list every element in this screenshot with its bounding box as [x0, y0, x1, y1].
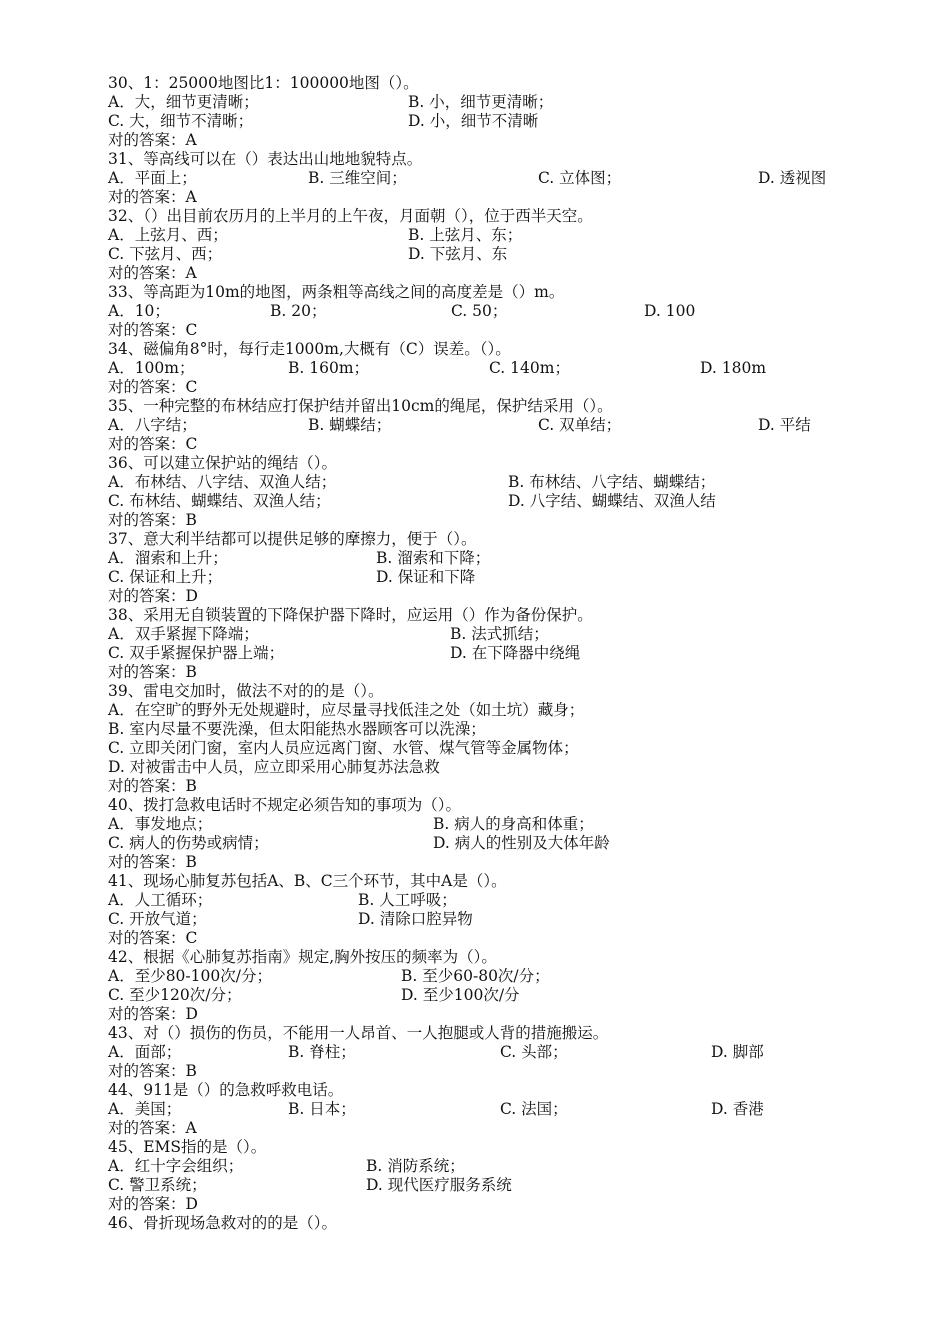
option-item: B. 三维空间；: [308, 169, 407, 187]
answer-text: 对的答案：B: [108, 511, 197, 529]
question-text: 30、1：25000地图比1：100000地图（）。: [108, 74, 419, 92]
option-item: D. 小，细节不清晰: [408, 112, 539, 130]
answer-text: 对的答案：B: [108, 663, 197, 681]
options-row: [108, 416, 868, 435]
option-item: D. 平结: [758, 416, 811, 434]
options-row: [108, 1157, 868, 1176]
question-text: 36、可以建立保护站的绳结（）。: [108, 454, 337, 472]
answer-text: 对的答案：C: [108, 435, 198, 453]
question-text: 40、拨打急救电话时不规定必须告知的事项为（）。: [108, 796, 461, 814]
option-item: B. 脊柱；: [288, 1043, 356, 1061]
option-item: A．10；: [108, 302, 170, 320]
option-item: C. 布林结、蝴蝶结、双渔人结；: [108, 492, 331, 510]
option-item: B. 室内尽量不要洗澡，但太阳能热水器顾客可以洗澡；: [108, 720, 486, 738]
option-item: D. 在下降器中绕绳: [450, 644, 581, 662]
option-item: A．双手紧握下降端；: [108, 625, 259, 643]
option-item: C. 保证和上升；: [108, 568, 223, 586]
option-item: C. 立即关闭门窗，室内人员应远离门窗、水管、煤气管等金属物体；: [108, 739, 579, 757]
options-row: [108, 986, 868, 1005]
option-item: B. 至少60-80次/分；: [401, 967, 550, 985]
answer-text: 对的答案：A: [108, 188, 197, 206]
document-page: [108, 74, 868, 1233]
option-item: B. 布林结、八字结、蝴蝶结；: [508, 473, 716, 491]
options-row: [108, 169, 868, 188]
answer-text: 对的答案：B: [108, 1062, 197, 1080]
options-row: [108, 701, 868, 720]
option-item: A．100m；: [108, 359, 195, 377]
option-item: C. 50；: [451, 302, 508, 320]
question-text: 43、对（）损伤的伤员，不能用一人昂首、一人抱腿或人背的措施搬运。: [108, 1024, 609, 1042]
option-item: A．美国；: [108, 1100, 182, 1118]
option-item: B. 病人的身高和体重；: [433, 815, 594, 833]
options-row: [108, 758, 868, 777]
answer-text: 对的答案：C: [108, 321, 198, 339]
option-item: D. 180m: [700, 359, 767, 377]
options-row: [108, 492, 868, 511]
options-row: [108, 568, 868, 587]
question-text: 45、EMS指的是（）。: [108, 1138, 267, 1156]
question-text: 34、磁偏角8°时，每行走1000m,大概有（C）误差。（）。: [108, 340, 511, 358]
options-row: [108, 910, 868, 929]
answer-text: 对的答案：B: [108, 777, 197, 795]
option-item: A．人工循环；: [108, 891, 213, 909]
option-item: A．事发地点；: [108, 815, 213, 833]
option-item: A．上弦月、西；: [108, 226, 228, 244]
options-row: [108, 245, 868, 264]
option-item: D. 100: [644, 302, 696, 320]
option-item: B. 溜索和下降；: [376, 549, 491, 567]
options-row: [108, 226, 868, 245]
question-text: 38、采用无自锁装置的下降保护器下降时，应运用（）作为备份保护。: [108, 606, 593, 624]
options-row: [108, 549, 868, 568]
option-item: A．在空旷的野外无处规避时，应尽量寻找低洼之处（如土坑）藏身；: [108, 701, 585, 719]
option-item: D. 对被雷击中人员，应立即采用心肺复苏法急救: [108, 758, 440, 776]
options-row: [108, 815, 868, 834]
answer-text: 对的答案：D: [108, 587, 198, 605]
option-item: A．至少80-100次/分；: [108, 967, 272, 985]
options-row: [108, 739, 868, 758]
question-text: 33、等高距为10m的地图，两条粗等高线之间的高度差是（）m。: [108, 283, 565, 301]
options-row: [108, 967, 868, 986]
answer-text: 对的答案：D: [108, 1005, 198, 1023]
option-item: D. 下弦月、东: [408, 245, 508, 263]
option-item: C. 双单结；: [538, 416, 622, 434]
option-item: D. 香港: [711, 1100, 764, 1118]
answer-text: 对的答案：B: [108, 853, 197, 871]
options-row: [108, 644, 868, 663]
option-item: C. 病人的伤势或病情；: [108, 834, 269, 852]
question-text: 35、一种完整的布林结应打保护结并留出10cm的绳尾，保护结采用（）。: [108, 397, 613, 415]
answer-text: 对的答案：C: [108, 378, 198, 396]
option-item: D. 透视图: [758, 169, 827, 187]
option-item: C. 警卫系统；: [108, 1176, 207, 1194]
question-text: 41、现场心肺复苏包括A、B、C三个环节，其中A是（）。: [108, 872, 507, 890]
options-row: [108, 302, 868, 321]
option-item: B. 法式抓结；: [450, 625, 549, 643]
question-list: [108, 74, 868, 1233]
option-item: D. 保证和下降: [376, 568, 476, 586]
question-text: 39、雷电交加时，做法不对的的是（）。: [108, 682, 384, 700]
question-text: 37、意大利半结都可以提供足够的摩擦力，便于（）。: [108, 530, 477, 548]
question-text: 31、等高线可以在（）表达出山地地貌特点。: [108, 150, 423, 168]
option-item: C. 立体图；: [538, 169, 622, 187]
options-row: [108, 473, 868, 492]
option-item: B. 上弦月、东；: [408, 226, 523, 244]
options-row: [108, 1176, 868, 1195]
options-row: [108, 359, 868, 378]
options-row: [108, 112, 868, 131]
question-text: 46、骨折现场急救对的的是（）。: [108, 1214, 337, 1232]
option-item: C. 开放气道；: [108, 910, 207, 928]
option-item: A．布林结、八字结、双渔人结；: [108, 473, 337, 491]
option-item: B. 日本；: [288, 1100, 356, 1118]
options-row: [108, 625, 868, 644]
option-item: C. 法国；: [500, 1100, 568, 1118]
options-row: [108, 1043, 868, 1062]
option-item: D. 至少100次/分: [401, 986, 520, 1004]
option-item: C. 头部；: [500, 1043, 568, 1061]
option-item: D. 清除口腔异物: [358, 910, 473, 928]
option-item: B. 20；: [270, 302, 327, 320]
question-text: 32、（）出目前农历月的上半月的上午夜，月面朝（），位于西半天空。: [108, 207, 593, 225]
option-item: A．面部；: [108, 1043, 182, 1061]
option-item: D. 脚部: [711, 1043, 764, 1061]
options-row: [108, 1100, 868, 1119]
option-item: B. 小，细节更清晰；: [408, 93, 554, 111]
answer-text: 对的答案：A: [108, 264, 197, 282]
option-item: A．红十字会组织；: [108, 1157, 244, 1175]
answer-text: 对的答案：A: [108, 1119, 197, 1137]
option-item: D. 现代医疗服务系统: [366, 1176, 512, 1194]
option-item: C. 大，细节不清晰；: [108, 112, 254, 130]
option-item: B. 蝴蝶结；: [308, 416, 392, 434]
option-item: C. 双手紧握保护器上端；: [108, 644, 285, 662]
option-item: A．平面上；: [108, 169, 197, 187]
option-item: A．八字结；: [108, 416, 197, 434]
option-item: D. 病人的性别及大体年龄: [433, 834, 610, 852]
options-row: [108, 891, 868, 910]
option-item: B. 160m；: [288, 359, 370, 377]
question-text: 44、911是（）的急救呼救电话。: [108, 1081, 344, 1099]
options-row: [108, 93, 868, 112]
option-item: C. 下弦月、西；: [108, 245, 223, 263]
option-item: A．溜索和上升；: [108, 549, 228, 567]
option-item: A．大，细节更清晰；: [108, 93, 259, 111]
options-row: [108, 720, 868, 739]
options-row: [108, 834, 868, 853]
option-item: C. 140m；: [489, 359, 570, 377]
answer-text: 对的答案：C: [108, 929, 198, 947]
option-item: D. 八字结、蝴蝶结、双渔人结: [508, 492, 716, 510]
answer-text: 对的答案：D: [108, 1195, 198, 1213]
question-text: 42、根据《心肺复苏指南》规定,胸外按压的频率为（）。: [108, 948, 497, 966]
option-item: B. 消防系统；: [366, 1157, 465, 1175]
option-item: B. 人工呼吸；: [358, 891, 457, 909]
answer-text: 对的答案：A: [108, 131, 197, 149]
option-item: C. 至少120次/分；: [108, 986, 242, 1004]
